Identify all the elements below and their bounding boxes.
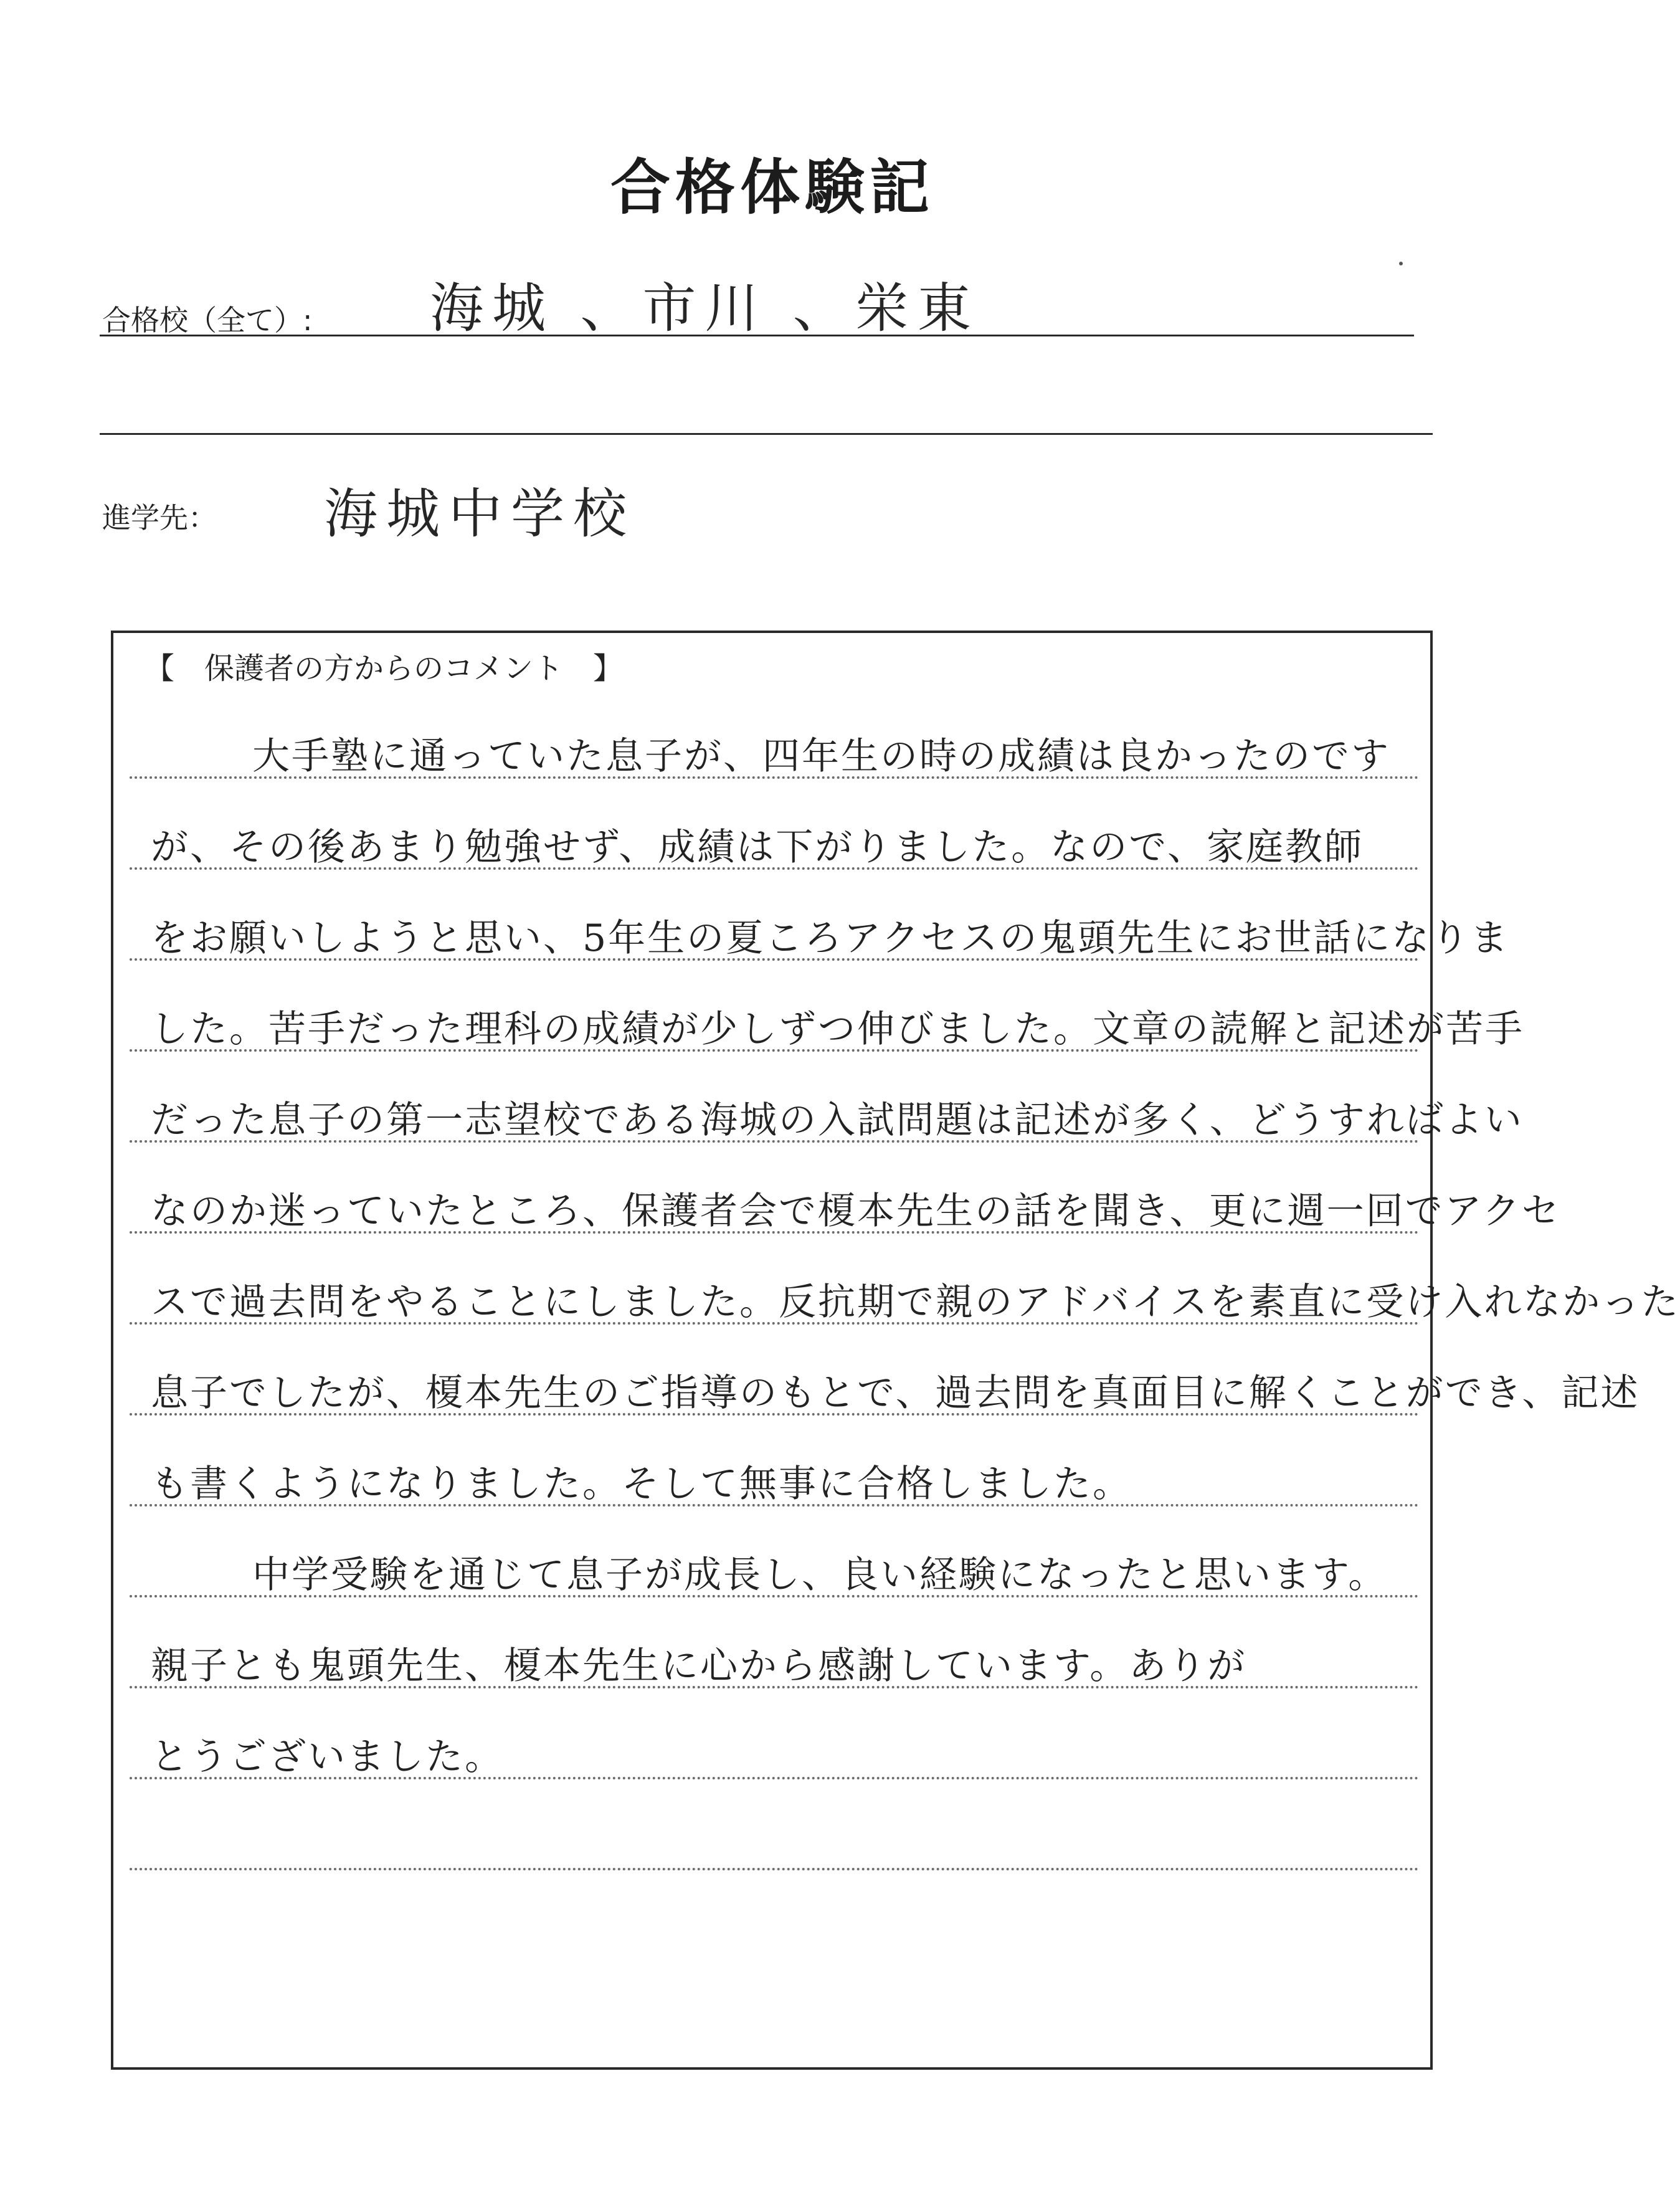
comment-line: した。苦手だった理科の成績が少しずつ伸びました。文章の読解と記述が苦手 xyxy=(151,1007,1524,1051)
stray-mark xyxy=(1399,262,1403,265)
writing-line xyxy=(130,1595,1419,1597)
passed-schools-underline xyxy=(100,335,1414,336)
writing-line xyxy=(130,1777,1419,1779)
writing-line xyxy=(130,1868,1419,1870)
comment-line: とうございました。 xyxy=(151,1735,504,1779)
writing-line xyxy=(130,867,1419,870)
passed-schools-value: 海城 、市川 、栄東 xyxy=(430,277,980,340)
writing-line xyxy=(130,1140,1419,1143)
comment-line: スで過去問をやることにしました。反抗期で親のアドバイスを素直に受け入れなかった xyxy=(151,1280,1680,1324)
passed-schools-label: 合格校（全て）: xyxy=(102,303,313,337)
comment-line: 中学受験を通じて息子が成長し、良い経験になったと思います。 xyxy=(213,1553,1388,1597)
destination-value: 海城中学校 xyxy=(324,483,635,545)
writing-line xyxy=(130,958,1419,961)
comment-line: 親子とも鬼頭先生、榎本先生に心から感謝しています。ありが xyxy=(151,1644,1247,1688)
writing-line xyxy=(130,1504,1419,1507)
writing-line xyxy=(130,1322,1419,1325)
comment-heading: 【 保護者の方からのコメント 】 xyxy=(145,651,624,686)
writing-line xyxy=(130,1231,1419,1234)
comment-line: 大手塾に通っていた息子が、四年生の時の成績は良かったのです xyxy=(213,735,1390,778)
comment-line: なのか迷っていたところ、保護者会で榎本先生の話を聞き、更に週一回でアクセ xyxy=(151,1189,1561,1233)
writing-line xyxy=(130,1413,1419,1416)
writing-line xyxy=(130,1049,1419,1052)
comment-line: をお願いしようと思い、5年生の夏ころアクセスの鬼頭先生にお世話になりま xyxy=(151,916,1510,960)
comment-line: だった息子の第一志望校である海城の入試問題は記述が多く、どうすればよい xyxy=(151,1098,1524,1142)
comment-line: が、その後あまり勉強せず、成績は下がりました。なので、家庭教師 xyxy=(151,826,1364,869)
destination-label: 進学先： xyxy=(102,501,217,535)
comment-line: も書くようになりました。そして無事に合格しました。 xyxy=(151,1462,1132,1506)
comment-box xyxy=(111,631,1680,2070)
comment-line: 息子でしたが、榎本先生のご指導のもとで、過去問を真面目に解くことができ、記述 xyxy=(151,1371,1640,1415)
blank-underline xyxy=(100,433,1433,435)
page-title: 合格体験記 xyxy=(610,153,934,222)
writing-line xyxy=(130,776,1419,779)
writing-line xyxy=(130,1686,1419,1688)
